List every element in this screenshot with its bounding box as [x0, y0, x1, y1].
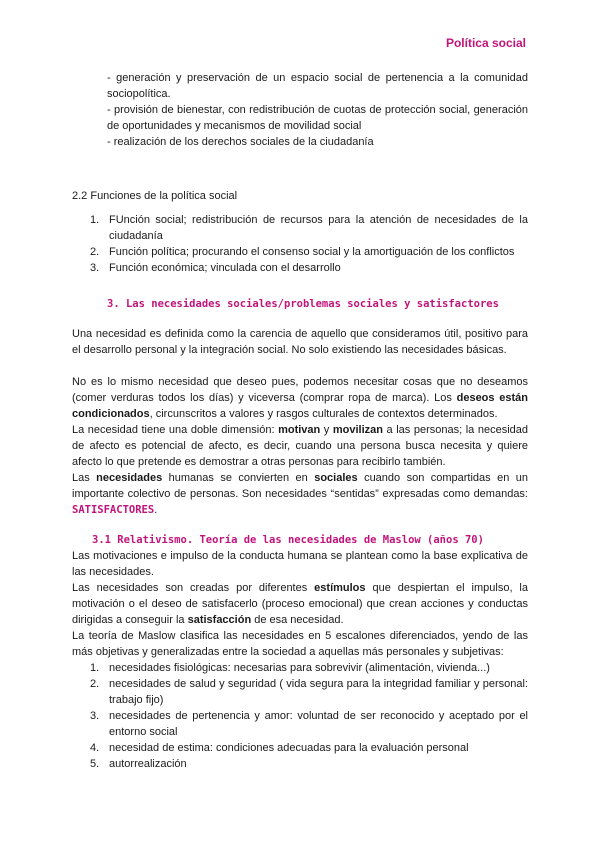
list-item: 4. necesidad de estima: condiciones adecuadas para la evaluación personal — [90, 742, 469, 754]
list-item: 3. necesidades de pertenencia y amor: voluntad de ser reconocido y aceptado por el entorno social — [90, 710, 528, 738]
list-item: 5. autorrealización — [90, 758, 187, 770]
paragraph: Las necesidades son creadas por diferentes estímulos que despiertan el impulso, la motivación o el deseo de satisfacerlo (proceso emocional) que crean acciones y conductas dirigidas a conseguir la satisfacción de esa necesidad. — [72, 582, 528, 626]
paragraph: Las motivaciones e impulso de la conducta humana se plantean como la base explicativa de las necesidades. — [72, 550, 528, 578]
paragraph: Una necesidad es definida como la carencia de aquello que consideramos útil, positivo para el desarrollo personal y la integración social. No solo existiendo las necesidades básicas. — [72, 328, 528, 356]
paragraph: La necesidad tiene una doble dimensión: motivan y movilizan a las personas; la necesidad de afecto es potencial de afecto, es decir, cuando una persona busca necesita y quiere afecto lo que pretende es demostrar a otras personas para recibirlo también. — [72, 424, 528, 468]
intro-bullets — [72, 70, 528, 150]
list-item: 2. Función política; procurando el consenso social y la amortiguación de los conflictos — [90, 246, 515, 258]
bullet-item: - generación y preservación de un espacio social de pertenencia a la comunidad sociopolítica. — [107, 72, 528, 100]
section-2-2-title: 2.2 Funciones de la política social — [72, 190, 238, 202]
paragraph: Las necesidades humanas se convierten en sociales cuando son compartidas en un importante colectivo de personas. Son necesidades “sentidas” expresadas como demandas: SATISFACTORES. — [72, 472, 528, 516]
section-3-heading: 3. Las necesidades sociales/problemas sociales y satisfactores — [107, 298, 499, 310]
functions-list — [72, 212, 528, 276]
document-body — [72, 70, 528, 772]
paragraph: No es lo mismo necesidad que deseo pues, podemos necesitar cosas que no deseamos (comer verduras todos los días) y viceversa (comprar ropa de marca). Los deseos están condicionados, circunscritos a valores y rasgos culturales de contextos determinados. — [72, 376, 528, 420]
paragraph: La teoría de Maslow clasifica las necesidades en 5 escalones diferenciados, yendo de las más objetivas y generalizadas entre la sociedad a aquellas más personales y subjetivas: — [72, 630, 528, 658]
list-item: 3. Función económica; vinculada con el desarrollo — [90, 262, 341, 274]
list-item: 1. necesidades fisiológicas: necesarias para sobrevivir (alimentación, vivienda...) — [90, 662, 490, 674]
list-item: 2. necesidades de salud y seguridad ( vida segura para la integridad familiar y personal: trabajo fijo) — [90, 678, 528, 706]
bullet-item: - provisión de bienestar, con redistribución de cuotas de protección social, generación de oportunidades y mecanismos de movilidad social — [107, 104, 528, 132]
maslow-list — [72, 660, 528, 772]
section-3-1-heading: 3.1 Relativismo. Teoría de las necesidades de Maslow (años 70) — [92, 534, 484, 546]
list-item: 1. FUnción social; redistribución de recursos para la atención de necesidades de la ciudadanía — [90, 214, 528, 242]
page-header-title: Política social — [445, 36, 526, 50]
bullet-item: - realización de los derechos sociales de la ciudadanía — [107, 136, 374, 148]
